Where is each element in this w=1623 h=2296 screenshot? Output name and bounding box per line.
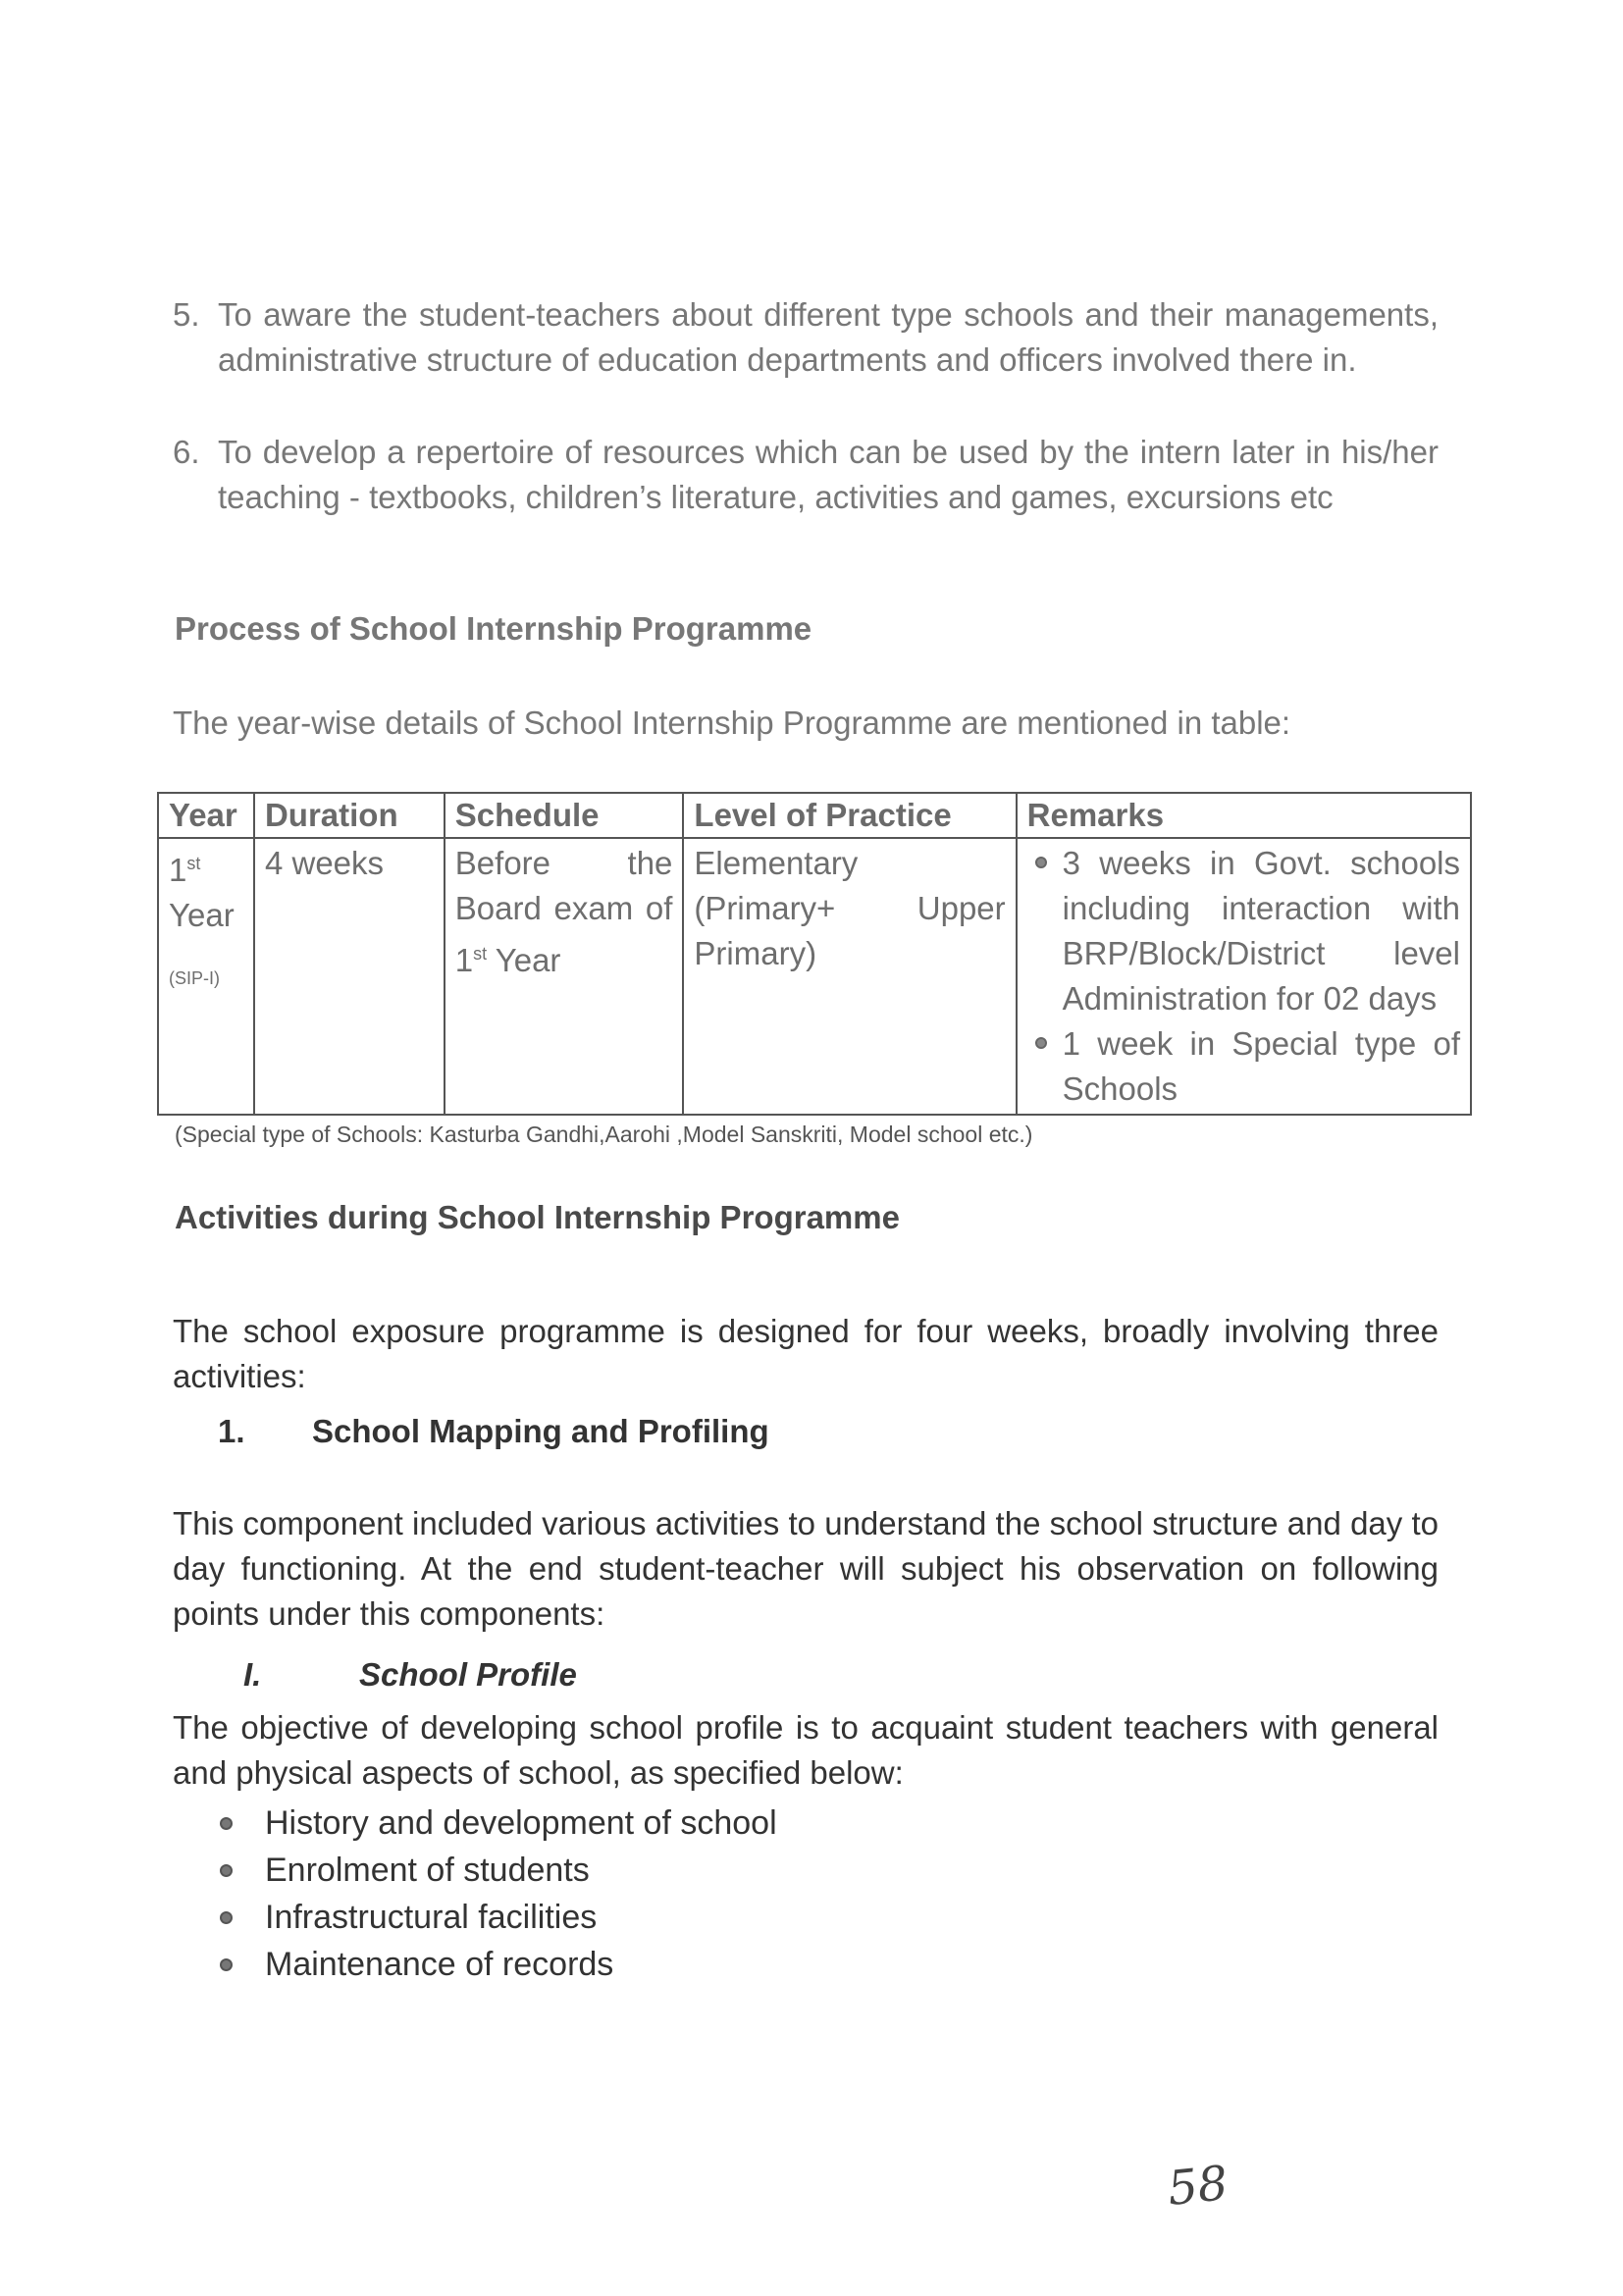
subsection-heading [243, 1656, 577, 1694]
subsection-title: School Profile [359, 1656, 577, 1693]
cell-year [158, 838, 254, 1115]
section-number: 1. [218, 1413, 245, 1449]
table-header-row [158, 793, 1471, 838]
schedule-ordinal: st [473, 944, 488, 964]
column-header-level: Level of Practice [683, 793, 1016, 838]
list-item [173, 292, 1439, 383]
section-heading [218, 1413, 769, 1450]
activities-heading: Activities during School Internship Programme [175, 1199, 900, 1235]
table-note: (Special type of Schools: Kasturba Gandhi,Aarohi ,Model Sanskriti, Model school etc.) [175, 1122, 1033, 1147]
profile-bullet-list [218, 1800, 777, 1988]
column-header-duration: Duration [254, 793, 445, 838]
schedule-text: Before the Board exam of 1 [454, 845, 673, 978]
list-item: Enrolment of students [218, 1847, 777, 1894]
year-ordinal: st [186, 854, 201, 873]
column-header-schedule: Schedule [445, 793, 684, 838]
year-code: (SIP-I) [169, 968, 220, 988]
schedule-text-end: Year [487, 942, 561, 978]
table-row [158, 838, 1471, 1115]
profile-text: The objective of developing school profile is to acquaint student teachers with general and physical aspects of school, as specified below: [173, 1709, 1439, 1791]
cell-schedule [445, 838, 684, 1115]
process-intro: The year-wise details of School Internship Programme are mentioned in table: [173, 704, 1291, 741]
column-header-remarks: Remarks [1017, 793, 1471, 838]
list-item-number: 5. [173, 296, 200, 333]
list-item-text: To aware the student-teachers about different type schools and their managements, administrative structure of education departments and officers involved there in. [218, 296, 1439, 378]
cell-duration: 4 weeks [254, 838, 445, 1115]
subsection-number: I. [243, 1656, 262, 1693]
remark-item: 3 weeks in Govt. schools including interaction with BRP/Block/District level Administration for 02 days [1027, 841, 1460, 1021]
list-item: Maintenance of records [218, 1941, 777, 1988]
list-item: History and development of school [218, 1800, 777, 1847]
remarks-list [1027, 841, 1460, 1112]
list-item: Infrastructural facilities [218, 1894, 777, 1941]
list-item-number: 6. [173, 434, 200, 470]
year-number: 1 [169, 852, 187, 888]
internship-table [157, 792, 1472, 1116]
activities-intro: The school exposure programme is designed for four weeks, broadly involving three activities: [173, 1313, 1439, 1394]
list-item [173, 430, 1439, 520]
column-header-year: Year [158, 793, 254, 838]
section-title: School Mapping and Profiling [312, 1413, 769, 1449]
process-heading: Process of School Internship Programme [175, 610, 812, 647]
cell-remarks [1017, 838, 1471, 1115]
list-item-text: To develop a repertoire of resources which can be used by the intern later in his/her teaching - textbooks, children’s literature, activities and games, excursions etc [218, 434, 1439, 515]
cell-level: Elementary (Primary+ Upper Primary) [683, 838, 1016, 1115]
page-number: 58 [1165, 2155, 1230, 2218]
year-word: Year [169, 897, 235, 933]
component-text: This component included various activities to understand the school structure and day to day functioning. At the end student-teacher will subject his observation on following points under this components: [173, 1505, 1439, 1632]
remark-item: 1 week in Special type of Schools [1027, 1021, 1460, 1112]
